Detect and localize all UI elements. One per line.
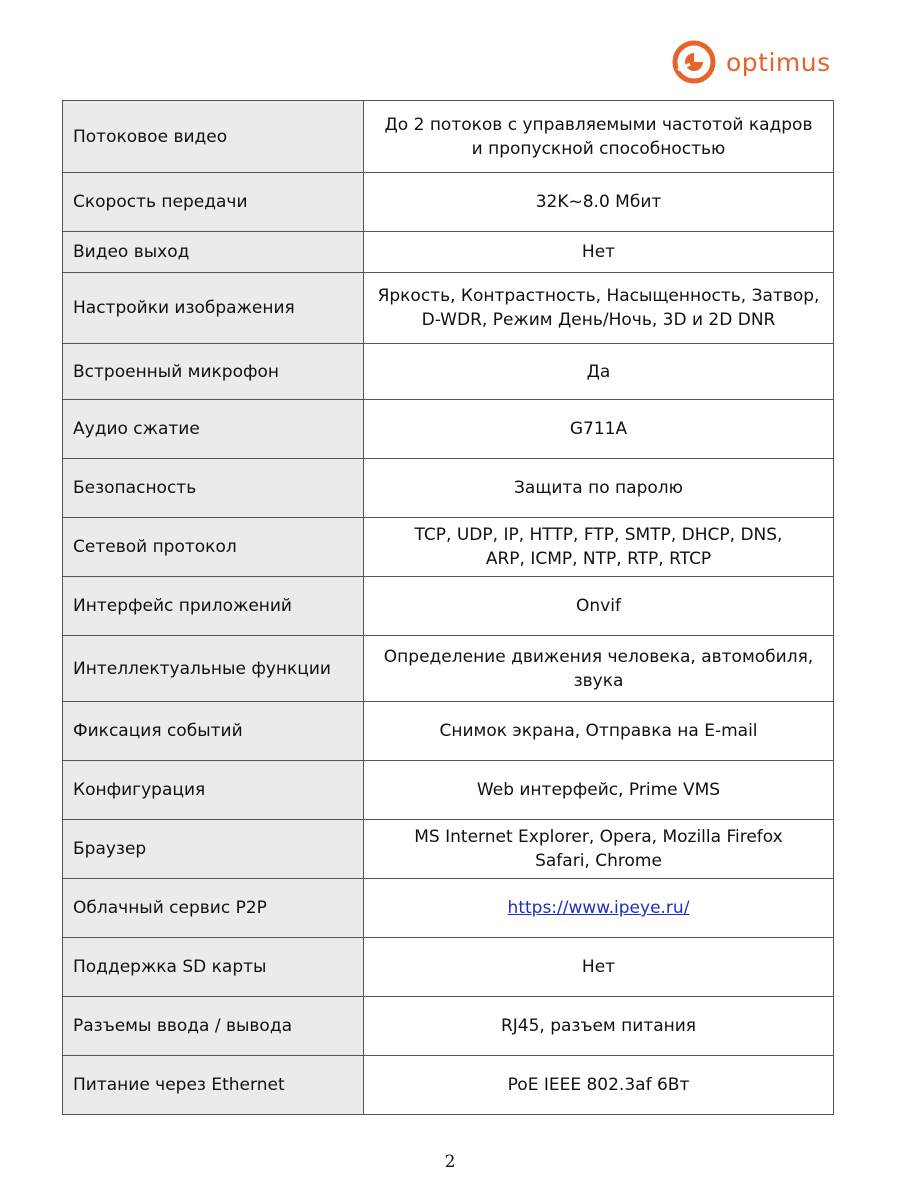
spec-key: Встроенный микрофон	[63, 344, 364, 400]
spec-key: Скорость передачи	[63, 173, 364, 232]
table-row	[63, 938, 834, 997]
table-row	[63, 879, 834, 938]
spec-key: Интеллектуальные функции	[63, 636, 364, 702]
table-row	[63, 459, 834, 518]
table-row	[63, 820, 834, 879]
optimus-logo-icon	[672, 40, 716, 84]
brand-logo	[672, 40, 831, 84]
spec-key: Сетевой протокол	[63, 518, 364, 577]
spec-value: Web интерфейс, Prime VMS	[364, 761, 834, 820]
spec-value: RJ45, разъем питания	[364, 997, 834, 1056]
spec-key: Браузер	[63, 820, 364, 879]
spec-value: 32K~8.0 Мбит	[364, 173, 834, 232]
spec-value: Да	[364, 344, 834, 400]
table-row	[63, 232, 834, 273]
spec-value: Нет	[364, 938, 834, 997]
spec-key: Разъемы ввода / вывода	[63, 997, 364, 1056]
spec-value: Onvif	[364, 577, 834, 636]
spec-value: G711A	[364, 400, 834, 459]
spec-value: TCP, UDP, IP, HTTP, FTP, SMTP, DHCP, DNS, ARP, ICMP, NTP, RTP, RTCP	[364, 518, 834, 577]
spec-key: Фиксация событий	[63, 702, 364, 761]
spec-key: Безопасность	[63, 459, 364, 518]
spec-key: Аудио сжатие	[63, 400, 364, 459]
spec-key: Поддержка SD карты	[63, 938, 364, 997]
spec-value: До 2 потоков с управляемыми частотой кадров и пропускной способностью	[364, 101, 834, 173]
spec-key: Настройки изображения	[63, 273, 364, 344]
table-row	[63, 273, 834, 344]
table-row	[63, 1056, 834, 1115]
p2p-service-link[interactable]: https://www.ipeye.ru/	[507, 898, 690, 918]
brand-name: optimus	[726, 47, 831, 77]
table-row	[63, 702, 834, 761]
table-row	[63, 997, 834, 1056]
spec-value	[364, 879, 834, 938]
table-row	[63, 173, 834, 232]
spec-value: Яркость, Контрастность, Насыщенность, Затвор, D-WDR, Режим День/Ночь, 3D и 2D DNR	[364, 273, 834, 344]
spec-key: Облачный сервис P2P	[63, 879, 364, 938]
spec-value: Защита по паролю	[364, 459, 834, 518]
spec-value: MS Internet Explorer, Opera, Mozilla Firefox Safari, Chrome	[364, 820, 834, 879]
table-row	[63, 761, 834, 820]
spec-table	[62, 100, 834, 1115]
table-row	[63, 101, 834, 173]
spec-key: Питание через Ethernet	[63, 1056, 364, 1115]
spec-key: Интерфейс приложений	[63, 577, 364, 636]
spec-key: Видео выход	[63, 232, 364, 273]
table-row	[63, 577, 834, 636]
table-row	[63, 518, 834, 577]
spec-value: Снимок экрана, Отправка на E-mail	[364, 702, 834, 761]
spec-key: Потоковое видео	[63, 101, 364, 173]
spec-key: Конфигурация	[63, 761, 364, 820]
table-row	[63, 636, 834, 702]
table-row	[63, 400, 834, 459]
spec-value: Определение движения человека, автомобиля, звука	[364, 636, 834, 702]
table-row	[63, 344, 834, 400]
spec-value: PoE IEEE 802.3af 6Вт	[364, 1056, 834, 1115]
page-number: 2	[444, 1152, 456, 1172]
spec-value: Нет	[364, 232, 834, 273]
